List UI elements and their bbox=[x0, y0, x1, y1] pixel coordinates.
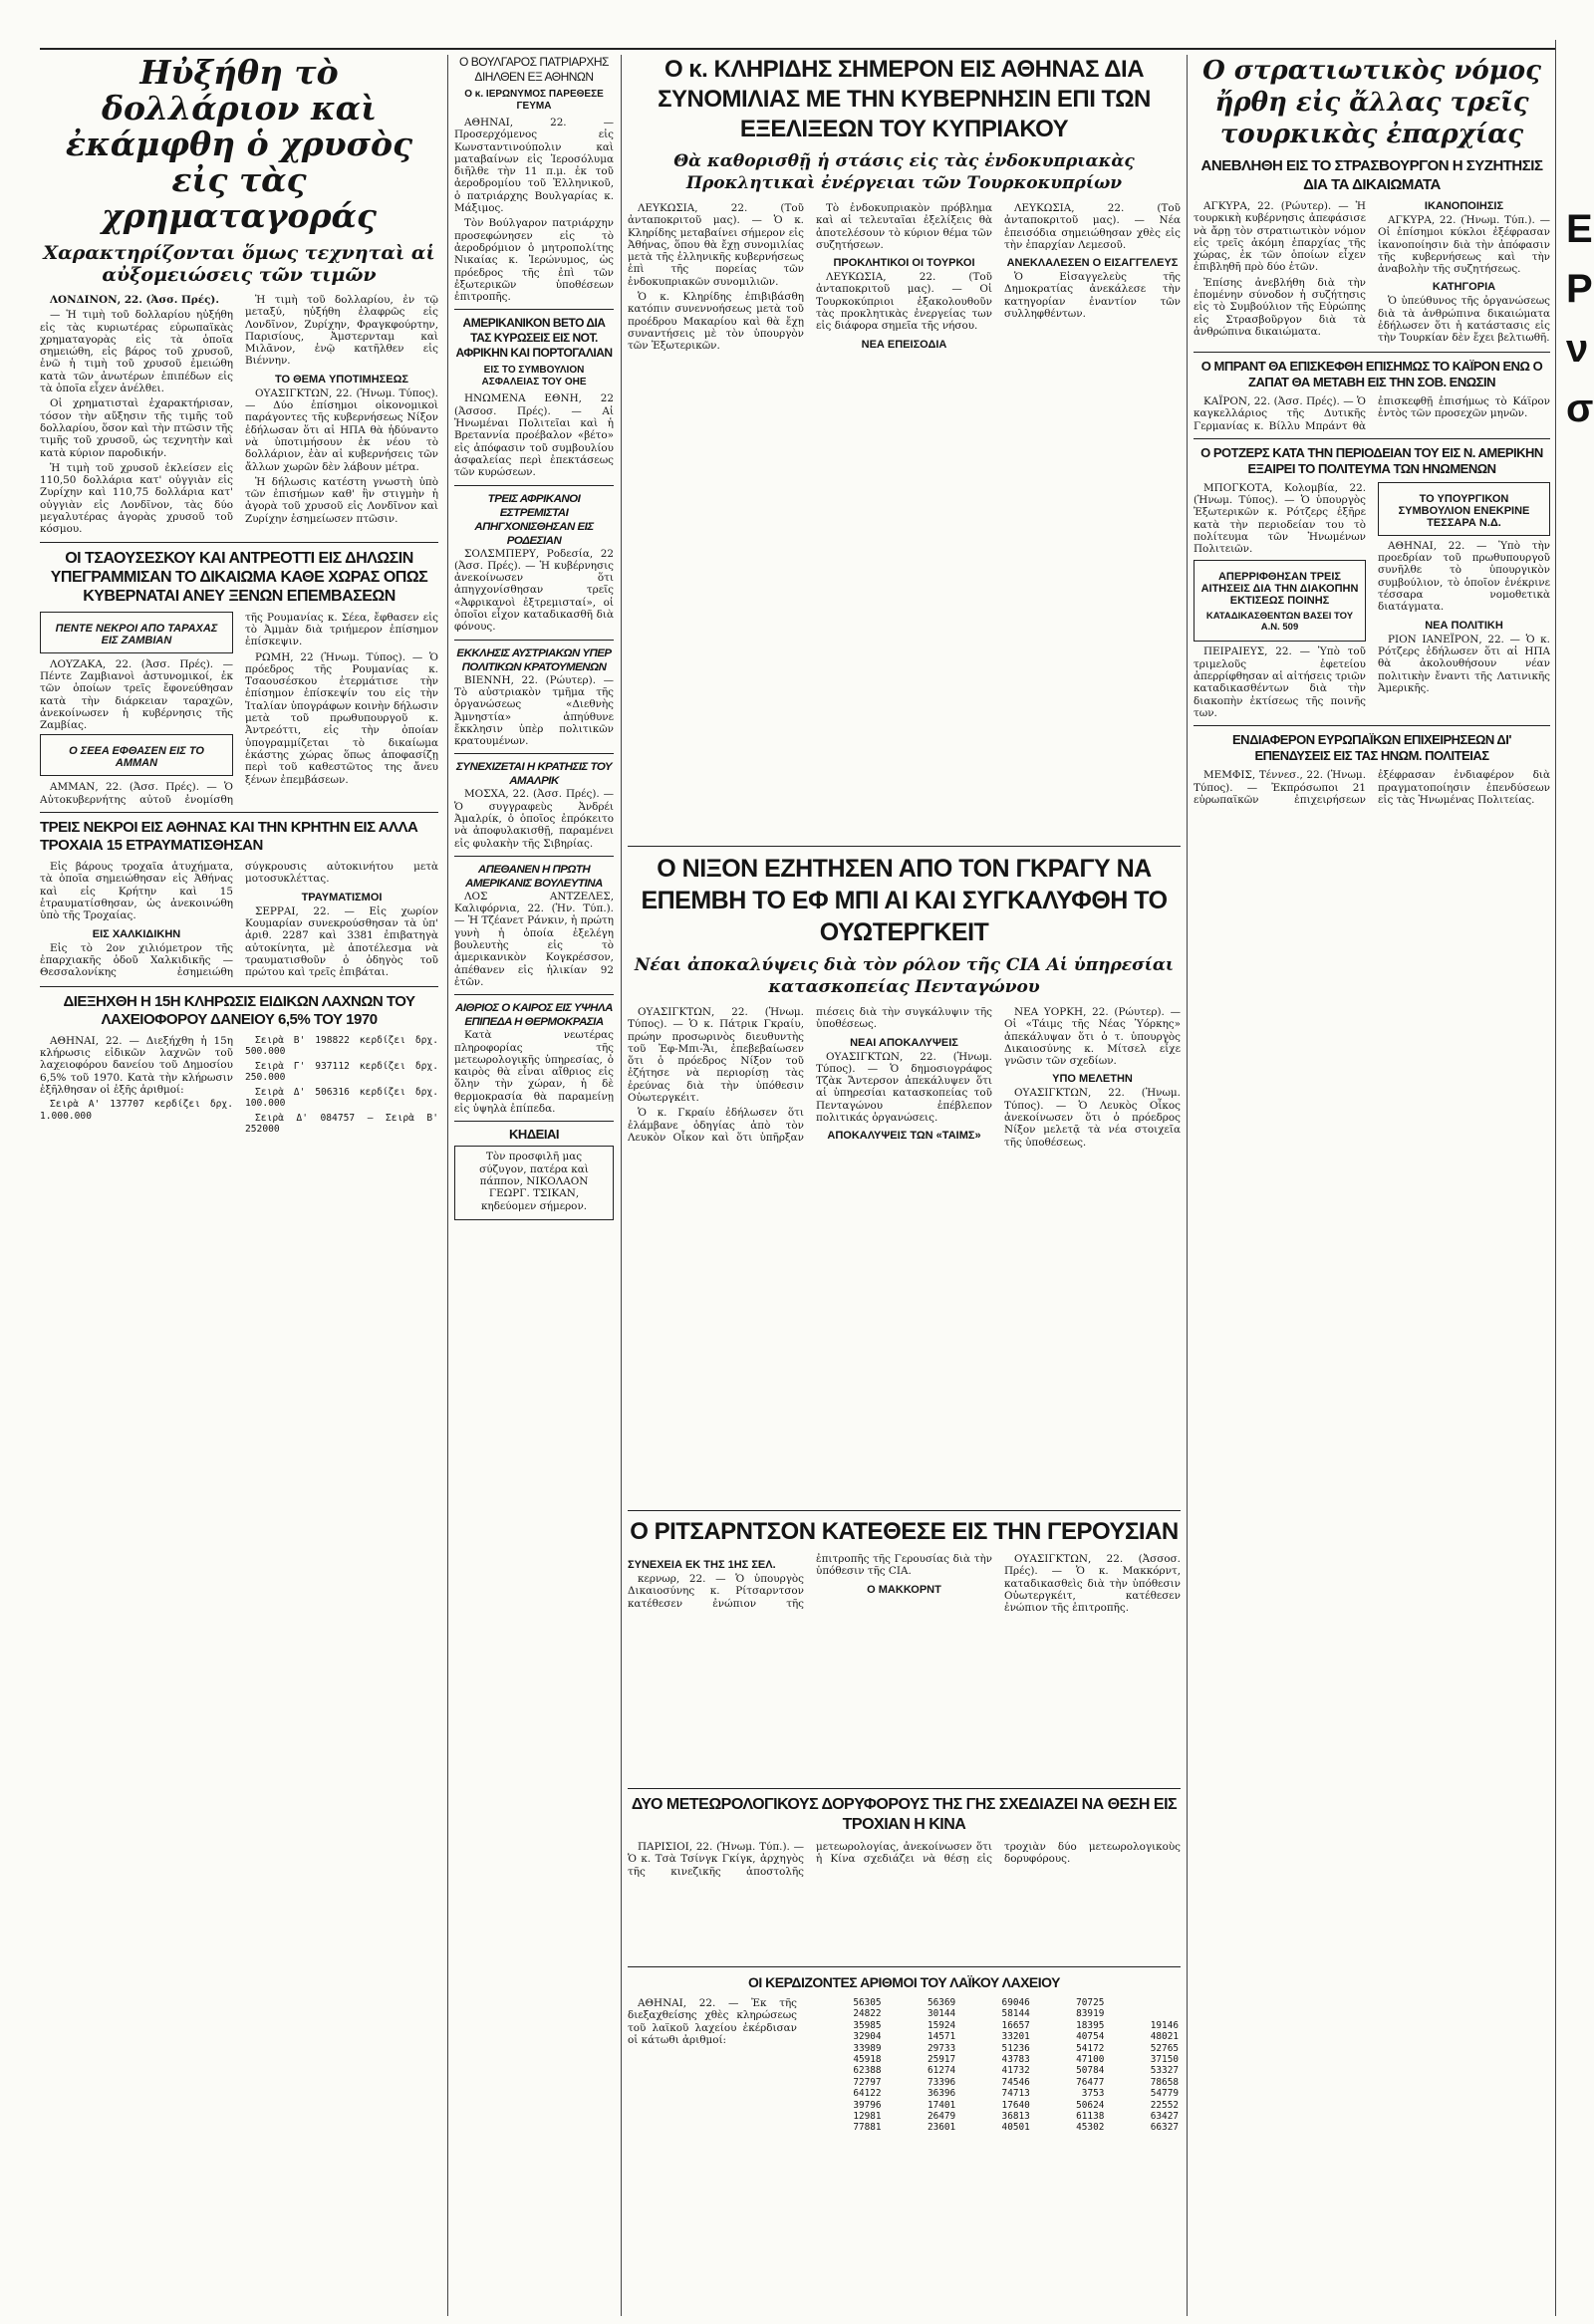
lottery-number: 23601 bbox=[927, 2122, 956, 2134]
column-1 bbox=[40, 55, 438, 2316]
boxed-headline bbox=[40, 734, 233, 776]
lottery-number: 70725 bbox=[1076, 1997, 1105, 2008]
headline-ceausescu: ΟΙ ΤΣΑΟΥΣΕΣΚΟΥ ΚΑΙ ΑΝΤΡΕΟΤΤΙ ΕΙΣ ΔΗΛΩΣΙΝ ΥΠΕΓΡΑΜΜΙΣΑΝ ΤΟ ΔΙΚΑΙΩΜΑ ΚΑΘΕ ΧΩΡΑΣ ΟΠΩΣ ΚΥΒΕΡΝΑΤΑΙ ΑΝΕΥ ΞΕΝΩΝ ΕΠΕΜΒΑΣΕΩΝ bbox=[50, 549, 428, 605]
column-4 bbox=[1194, 55, 1550, 2316]
article-richardson bbox=[628, 1553, 1181, 1782]
section-title: ΕΙΣ ΧΑΛΚΙΔΙΚΗΝ bbox=[92, 927, 181, 940]
column-2 bbox=[454, 55, 614, 2316]
lottery-number: 69046 bbox=[1001, 1997, 1030, 2008]
article-dollar bbox=[40, 294, 438, 536]
dateline: ΛΟΝΔΙΝΟΝ, 22. (Ἀσσ. Πρές). bbox=[50, 294, 219, 306]
lottery-number: 73396 bbox=[927, 2076, 956, 2088]
headline-petitions: ΑΠΕΡΡΙΦΘΗΣΑΝ ΤΡΕΙΣ ΑΙΤΗΣΕΙΣ ΔΙΑ ΤΗΝ ΔΙΑΚΟΠΗΝ ΕΚΤΙΣΕΩΣ ΠΟΙΝΗΣ bbox=[1200, 570, 1359, 607]
paragraph: ΟΥΑΣΙΓΚΤΩΝ, 22. (Ἡνωμ. Τύπος). — Ὁ κ. Πάτρικ Γκραίυ, πρώην προσωρινὸς διευθυντὴς τοῦ Ἐφ-Μπι-Ἄι, ἐπεβεβαίωσεν ὅτι ὁ πρόεδρος Νίξον τοῦ ἐζήτησε νὰ περιορίσῃ τὰς ἐρεύνας διὰ τὴν ὑπόθεσιν Οὐωτεργκέιτ. bbox=[628, 1006, 804, 1105]
lottery-number: 22552 bbox=[1150, 2099, 1179, 2111]
article-lottery bbox=[628, 1997, 1181, 2134]
lottery-table bbox=[809, 1997, 1181, 2134]
headline-lottery: ΟΙ ΚΕΡΔΙΖΟΝΤΕΣ ΑΡΙΘΜΟΙ ΤΟΥ ΛΑΪΚΟΥ ΛΑΧΕΙΟΥ bbox=[747, 1974, 1060, 1990]
column-rule bbox=[447, 55, 448, 2316]
section-title: ΑΠΟΚΑΛΥΨΕΙΣ ΤΩΝ «ΤΑΙΜΣ» bbox=[827, 1130, 981, 1143]
lottery-number: 3753 bbox=[1081, 2088, 1105, 2100]
paragraph: ΛΕΥΚΩΣΙΑ, 22. (Τοῦ ἀνταποκριτοῦ μας). — Ὁ κ. Κληρίδης μεταβαίνει σήμερον εἰς Ἀθήνας, ὅπου θὰ ἔχῃ συνομιλίας μετὰ τῆς ἑλληνικῆς κυβερνήσεως ἐπὶ τῆς πορείας τῶν ἐνδοκυπριακῶν συνομιλιῶν. bbox=[628, 202, 804, 288]
lottery-number: 39796 bbox=[853, 2099, 882, 2111]
lottery-number: 26479 bbox=[927, 2111, 956, 2123]
subhead-clerides: Θὰ καθορισθῇ ἡ στάσις εἰς τὰς ἐνδοκυπριακὰς Προκλητικαὶ ἐνέργειαι τῶν Τουρκοκυπρίων bbox=[673, 151, 1135, 193]
article-brandt bbox=[1194, 395, 1550, 432]
paragraph: ΡΙΟΝ ΙΑΝΕΪΡΟΝ, 22. — Ὁ κ. Ρότζερς ἐδήλωσεν ὅτι αἱ ΗΠΑ θὰ ἀκολουθήσουν νέαν πολιτικὴν ἔναντι τῆς Λατινικῆς Ἀμερικῆς. bbox=[1378, 633, 1550, 694]
headline-weather: ΑΙΘΡΙΟΣ Ο ΚΑΙΡΟΣ ΕΙΣ ΥΨΗΛΑ ΕΠΙΠΕΔΑ Η ΘΕΡΜΟΚΡΑΣΙΑ bbox=[455, 1002, 613, 1029]
paragraph: Ἡ τιμὴ τοῦ χρυσοῦ ἐκλείσεν εἰς 110,50 δολλάρια κατ' οὐγγιὰν εἰς Ζυρίχην καὶ 110,75 δολλάρια κατ' οὐγγιὰν εἰς Λονδῖνον, τὰς δύο μεγαλυτέρας ἀγορὰς χρυσοῦ τοῦ κόσμου. bbox=[40, 461, 233, 536]
paragraph: ΠΑΡΙΣΙΟΙ, 22. (Ἡνωμ. Τύπ.). — Ὁ κ. Τσὰ Τσίνγκ Γκίγκ, ἀρχηγὸς τῆς κινεζικῆς ἀποστολῆς μετεωρολογίας, ἀνεκοίνωσεν ὅτι ἡ Κίνα σχεδιάζει νὰ θέσῃ εἰς τροχιὰν δύο μετεωρολογικοὺς δορυφόρους. bbox=[628, 1841, 1181, 1878]
paragraph: ΑΘΗΝΑΙ, 22. — Ὑπὸ τὴν προεδρίαν τοῦ πρωθυπουργοῦ συνῆλθε τὸ ὑπουργικὸν συμβούλιον, τὸ ὁποῖον ἐνέκρινε τέσσαρα νομοθετικὰ διατάγματα. bbox=[1378, 539, 1550, 614]
lottery-number: 29733 bbox=[927, 2042, 956, 2054]
article-investments bbox=[1194, 769, 1550, 807]
paragraph: Τὸν προσφιλῆ μας σύζυγον, πατέρα καὶ πάππον, ΝΙΚΟΛΑΟΝ ΓΕΩΡΓ. ΤΣΙΚΑΝ, κηδεύομεν σήμερον. bbox=[479, 1151, 589, 1212]
subhead-nixon: Νέαι ἀποκαλύψεις διὰ τὸν ρόλον τῆς CIA Αἱ ὑπηρεσίαι κατασκοπείας Πενταγώνου bbox=[634, 955, 1175, 997]
headline-brandt: Ο ΜΠΡΑΝΤ ΘΑ ΕΠΙΣΚΕΦΘΗ ΕΠΙΣΗΜΩΣ ΤΟ ΚΑΪΡΟΝ ΕΝΩ Ο ΖΑΠΑΤ ΘΑ ΜΕΤΑΒΗ ΕΙΣ ΤΗΝ ΣΟΒ. ΕΝΩΣΙΝ bbox=[1200, 358, 1543, 389]
headline-richardson: Ο ΡΙΤΣΑΡΝΤΣΟΝ ΚΑΤΕΘΕΣΕ ΕΙΣ ΤΗΝ ΓΕΡΟΥΣΙΑΝ bbox=[630, 1518, 1179, 1545]
continued-note: ΣΥΝΕΧΕΙΑ ΕΚ ΤΗΣ 1ΗΣ ΣΕΛ. bbox=[628, 1559, 776, 1571]
paragraph: Ὁ Εἰσαγγελεὺς τῆς Δημοκρατίας ἀνεκάλεσε τὴν κατηγορίαν ἐναντίον τῶν συλληφθέντων. bbox=[1004, 271, 1181, 321]
section-title: ΝΕΑΙ ΑΠΟΚΑΛΥΨΕΙΣ bbox=[850, 1036, 958, 1049]
lottery-number: 64122 bbox=[853, 2088, 882, 2100]
lottery-number: 45302 bbox=[1076, 2122, 1105, 2134]
paragraph: ΑΓΚΥΡΑ, 22. (Ἡνωμ. Τύπ.). — Οἱ ἐπίσημοι κύκλοι ἐξέφρασαν ἱκανοποίησιν διὰ τὴν ἀπόφασιν τῆς κυβερνήσεως καὶ τὴν ἀναβολὴν τῆς συζητήσεως. bbox=[1378, 214, 1550, 276]
boxed-article bbox=[1378, 482, 1550, 536]
column-rule bbox=[1187, 55, 1188, 2316]
headline-amman: Ο ΣΕΕΑ ΕΦΘΑΣΕΝ ΕΙΣ ΤΟ ΑΜΜΑΝ bbox=[69, 745, 204, 770]
paragraph: Ἡ δήλωσις κατέστη γνωστὴ ὑπὸ τῶν ἐπισήμων καθ' ἣν στιγμὴν ἡ ἀγορὰ τοῦ χρυσοῦ εἰς Λονδῖνον καὶ Ζυρίχην ἐσημείωσεν πτῶσιν. bbox=[245, 475, 438, 525]
headline-dollar: Ηὐξήθη τὸ δολλάριον καὶ ἐκάμφθη ὁ χρυσὸς εἰς τὰς χρηματαγοράς bbox=[65, 55, 413, 235]
headline-cabinet: ΤΟ ΥΠΟΥΡΓΙΚΟΝ ΣΥΜΒΟΥΛΙΟΝ ΕΝΕΚΡΙΝΕ ΤΕΣΣΑΡΑ Ν.Δ. bbox=[1398, 492, 1530, 529]
section-title: Ο ΜΑΚΚΟΡΝΤ bbox=[867, 1583, 941, 1596]
section-title: ΤΟ ΘΕΜΑ ΥΠΟΤΙΜΗΣΕΩΣ bbox=[274, 373, 409, 386]
section-title: ΥΠΟ ΜΕΛΕΤΗΝ bbox=[1052, 1073, 1133, 1086]
subhead-dollar: Χαρακτηρίζονται ὅμως τεχνηταὶ αἱ αὐξομειώσεις τῶν τιμῶν bbox=[43, 242, 435, 286]
paragraph: ΗΝΩΜΕΝΑ ΕΘΝΗ, 22 (Ἀσσοσ. Πρές). — Αἱ Ἡνωμέναι Πολιτεῖαι καὶ ἡ Βρεταννία προέβαλον «βέτο» εἰς ἀπόφασιν τοῦ συμβουλίου ἀσφαλείας περὶ ἐπεκτάσεως τῶν κυρώσεων. bbox=[454, 392, 614, 479]
paragraph: ΣΟΛΣΜΠΕΡΥ, Ροδεσία, 22 (Ἀσσ. Πρές). — Ἡ κυβέρνησις ἀνεκοίνωσεν ὅτι ἀπηγχονίσθησαν τρεῖς «Ἀφρικανοὶ ἐξτρεμισταί», οἱ ὁποῖοι εἶχον καταδικασθῆ διὰ φόνους. bbox=[454, 547, 614, 634]
section-title: ΤΡΑΥΜΑΤΙΣΜΟΙ bbox=[301, 891, 383, 904]
paragraph: Ἡ τιμὴ τοῦ δολλαρίου, ἐν τῷ μεταξύ, ηὐξήθη ἐλαφρῶς εἰς Λονδῖνον, Ζυρίχην, Φραγκφούρτην, Παρισίους, Ἀμστερνταμ καὶ Μιλᾶνον, ἐνῷ κατῆλθεν εἰς Βιέννην. bbox=[245, 294, 438, 368]
edge-letters: ΕΡνσ bbox=[1566, 207, 1594, 430]
lottery-number: 36396 bbox=[927, 2088, 956, 2100]
lottery-number: 54779 bbox=[1150, 2088, 1179, 2100]
lottery-number: 45918 bbox=[853, 2054, 882, 2066]
headline-nixon: Ο ΝΙΞΟΝ ΕΖΗΤΗΣΕΝ ΑΠΟ ΤΟΝ ΓΚΡΑΓΥ ΝΑ ΕΠΕΜΒΗ ΤΟ ΕΦ ΜΠΙ ΑΙ ΚΑΙ ΣΥΓΚΑΛΥΦΘΗ ΤΟ ΟΥΩΤΕΡΓΚΕΙΤ bbox=[641, 855, 1168, 946]
lottery-row bbox=[809, 2111, 1181, 2122]
lottery-number: 17640 bbox=[1001, 2099, 1030, 2111]
lottery-row bbox=[809, 2020, 1181, 2031]
paragraph: ΣΕΡΡΑΙ, 22. — Εἰς χωρίον Κουμαρίαν συνεκρούσθησαν τὰ ὑπ' ἀριθ. 2287 καὶ 3381 ἐπιβατηγὰ αὐτοκίνητα, μὲ ἀποτέλεσμα νὰ τραυματισθοῦν ὁ ὁδηγὸς τοῦ πρώτου καὶ τρεῖς ἐπιβάται. bbox=[245, 904, 438, 979]
section-title: ΑΝΕΚΛΑΛΕΣΕΝ Ο ΕΙΣΑΓΓΕΛΕΥΣ bbox=[1006, 257, 1179, 270]
lottery-number: 66327 bbox=[1150, 2122, 1179, 2134]
subhead-veto: ΕΙΣ ΤΟ ΣΥΜΒΟΥΛΙΟΝ ΑΣΦΑΛΕΙΑΣ ΤΟΥ ΟΗΕ bbox=[481, 365, 587, 388]
headline-funerals: ΚΗΔΕΙΑΙ bbox=[509, 1127, 559, 1143]
lottery-number: 61274 bbox=[927, 2065, 956, 2077]
article-nixon bbox=[628, 1006, 1181, 1504]
lottery-number: 63427 bbox=[1150, 2111, 1179, 2123]
headline-turkey: Ο στρατιωτικὸς νόμος ἤρθη εἰς ἄλλας τρεῖς τουρκικὰς ἐπαρχίας bbox=[1202, 56, 1541, 149]
article-turkey bbox=[1194, 200, 1550, 346]
paragraph: Ὁ κ. Γκραίυ ἐδήλωσεν ὅτι ἐλάμβανε ὁδηγίας ἀπὸ τὸν Λευκὸν Οἶκον καὶ ὅτι ὑπῆρξαν πιέσεις διὰ τὴν συγκάλυψιν τῆς ὑποθέσεως. bbox=[628, 1006, 992, 1144]
boxed-headline bbox=[40, 612, 233, 653]
lottery-row bbox=[809, 1997, 1181, 2008]
lottery-number: 41732 bbox=[1001, 2065, 1030, 2077]
lottery-number: 74546 bbox=[1001, 2076, 1030, 2088]
paragraph: ΟΥΑΣΙΓΚΤΩΝ, 22. (Ἡνωμ. Τύπος). — Ὁ δημοσιογράφος Τζὰκ Ἄντερσον ἀπεκάλυψεν ὅτι αἱ ὑπηρεσίαι κατασκοπείας τοῦ Πενταγώνου ἐπέβλεπον πολιτικάς ὀργανώσεις. bbox=[816, 1050, 992, 1125]
paragraph: ΜΟΣΧΑ, 22. (Ἀσσ. Πρές). — Ὁ συγγραφεὺς Ἀνδρέι Ἀμαλρίκ, ὁ ὁποῖος ἐπρόκειτο νὰ ἀποφυλακισθῇ, παραμένει εἰς φυλακὴν τῆς Σιβηρίας. bbox=[454, 788, 614, 850]
lottery-row bbox=[809, 2122, 1181, 2133]
paragraph: ΒΙΕΝΝΗ, 22. (Ρώυτερ). — Τὸ αὐστριακὸν τμῆμα τῆς ὀργανώσεως «Διεθνὴς Ἀμνηστία» ἀπηύθυνε ἔκκλησιν ὑπὲρ πολιτικῶν κρατουμένων. bbox=[454, 673, 614, 748]
paragraph: Οἱ χρηματισταὶ ἐχαρακτήρισαν, τόσον τὴν αὔξησιν τῆς τιμῆς τοῦ δολλαρίου, ὅσον καὶ τὴν πτῶσιν τῆς τιμῆς τοῦ χρυσοῦ, ὡς τεχνητὴν καὶ κατὰ κύριον παροδικήν. bbox=[40, 397, 233, 459]
lottery-row bbox=[809, 2031, 1181, 2042]
paragraph: ΟΥΑΣΙΓΚΤΩΝ, 22. (Ἡνωμ. Τύπος). — Δύο ἐπίσημοι οἰκονομικοὶ παράγοντες τῆς κυβερνήσεως Νίξον ἐδήλωσαν ὅτι αἱ ΗΠΑ θὰ ἠδύναντο νὰ ὑποτιμήσουν ἐκ νέου τὸ δολλάριον, ἐὰν αἱ κυβερνήσεις τῶν ἄλλων χωρῶν δὲν λάβουν μέτρα. bbox=[245, 387, 438, 473]
subhead-patriarch: Ο κ. ΙΕΡΩΝΥΜΟΣ ΠΑΡΕΘΕΣΕ ΓΕΥΜΑ bbox=[464, 89, 604, 112]
paragraph: ΛΟΥΖΑΚΑ, 22. (Ἀσσ. Πρές). — Πέντε Ζαμβιανοὶ ἀστυνομικοί, ἐκ τῶν ὁποίων τρεῖς ἔφονεύθησαν κατὰ τὴν διάρκειαν ταραχῶν, ἀνεκοίνωσεν ἡ κυβέρνησις τῆς Ζαμβίας. bbox=[40, 657, 233, 732]
prize-line: Σειρὰ Δ' 506316 κερδίζει δρχ. 100.000 bbox=[245, 1086, 438, 1110]
paragraph: ΛΕΥΚΩΣΙΑ, 22. (Τοῦ ἀνταποκριτοῦ μας). — Νέα ἐπεισόδια σημειώθησαν χθὲς εἰς τὴν ἐπαρχίαν Λεμεσοῦ. bbox=[1004, 202, 1181, 251]
paragraph: ΝΕΑ ΥΟΡΚΗ, 22. (Ρώυτερ). — Οἱ «Τάιμς τῆς Νέας Ὑόρκης» ἀπεκάλυψαν ὅτι ὁ τ. ὑπουργὸς Δικαιοσύνης κ. Μίτσελ εἶχε γνῶσιν τῶν σχεδίων. bbox=[1004, 1006, 1181, 1068]
paragraph: Ὁ κ. Κληρίδης ἐπιβιβάσθη κατόπιν συνεννοήσεως μετὰ τοῦ προέδρου Μακαρίου καὶ θὰ ἔχῃ συναντήσεις μὲ τὸν ὑπουργὸν τῶν Ἐξωτερικῶν. bbox=[628, 291, 804, 353]
adjacent-page-edge bbox=[1560, 0, 1594, 2324]
article-china-satellites bbox=[628, 1841, 1181, 1960]
article-accidents bbox=[40, 861, 438, 980]
section-title: ΝΕΑ ΠΟΛΙΤΙΚΗ bbox=[1425, 619, 1503, 632]
lottery-row bbox=[809, 2065, 1181, 2076]
lottery-number: 76477 bbox=[1076, 2076, 1105, 2088]
column-3 bbox=[628, 55, 1181, 2316]
lottery-number: 54172 bbox=[1076, 2042, 1105, 2054]
headline-amalrik: ΣΥΝΕΧΙΖΕΤΑΙ Η ΚΡΑΤΗΣΙΣ ΤΟΥ ΑΜΑΛΡΙΚ bbox=[455, 761, 612, 788]
lottery-row bbox=[809, 2054, 1181, 2065]
lottery-row bbox=[809, 2088, 1181, 2099]
paragraph: — Ἡ τιμὴ τοῦ δολλαρίου ηὐξήθη εἰς τὰς κυριωτέρας εὐρωπαϊκὰς χρηματαγορὰς εἰς τὰ ὁποῖα σημειώθη, εἰς βάρος τοῦ χρυσοῦ, ἐνῶ ἡ τιμὴ τοῦ χρυσοῦ ἐμειώθη κατὰ τῶν ἀνωτέρων ἐπιπέδων εἰς τὰ ὁποῖα εἶχεν ἀνέλθει. bbox=[40, 309, 233, 395]
prize-line: Σειρὰ Β' 198822 κερδίζει δρχ. 500.000 bbox=[245, 1034, 438, 1058]
section-title: ΙΚΑΝΟΠΟΙΗΣΙΣ bbox=[1424, 200, 1504, 212]
column-rule bbox=[621, 55, 622, 2316]
lottery-number: 52765 bbox=[1150, 2042, 1179, 2054]
lottery-number: 72797 bbox=[853, 2076, 882, 2088]
subhead-petitions: ΚΑΤΑΔΙΚΑΣΘΕΝΤΩΝ ΒΑΣΕΙ ΤΟΥ Α.Ν. 509 bbox=[1205, 610, 1354, 634]
lottery-number: 51236 bbox=[1001, 2042, 1030, 2054]
column-rule bbox=[1555, 40, 1556, 2316]
headline-austria: ΕΚΚΛΗΣΙΣ ΑΥΣΤΡΙΑΚΩΝ ΥΠΕΡ ΠΟΛΙΤΙΚΩΝ ΚΡΑΤΟΥΜΕΝΩΝ bbox=[456, 646, 612, 673]
lottery-number: 24822 bbox=[853, 2008, 882, 2020]
lottery-row bbox=[809, 2100, 1181, 2111]
section-title: ΠΡΟΚΛΗΤΙΚΟΙ ΟΙ ΤΟΥΡΚΟΙ bbox=[833, 257, 975, 270]
paragraph: κερνωρ, 22. — Ὁ ὑπουργὸς Δικαιοσύνης κ. Ρίτσαρντσον κατέθεσεν ἐνώπιον τῆς ἐπιτροπῆς τῆς Γερουσίας διὰ τὴν ὑπόθεσιν τῆς CIA. bbox=[628, 1553, 992, 1610]
paragraph: ΛΟΣ ΑΝΤΖΕΛΕΣ, Καλιφόρνια, 22. (Ἡν. Τύπ.). — Ἡ Τζέανετ Ράνκιν, ἡ πρώτη γυνὴ ἡ ὁποία ἐξελέγη βουλευτὴς εἰς τὸ ἀμερικανικὸν Κογκρέσσον, ἀπέθανεν εἰς ἡλικίαν 92 ἐτῶν. bbox=[454, 890, 614, 988]
paragraph: ΛΕΥΚΩΣΙΑ, 22. (Τοῦ ἀνταποκριτοῦ μας). — Οἱ Τουρκοκύπριοι ἐξακολουθοῦν τὰς προκλητικὰς ἐνεργείας των εἰς διάφορα σημεῖα τῆς νήσου. bbox=[816, 271, 992, 333]
prize-line: Σειρὰ Α' 137707 κερδίζει δρχ. 1.000.000 bbox=[40, 1099, 233, 1122]
lottery-number: 50624 bbox=[1076, 2099, 1105, 2111]
lottery-number: 43783 bbox=[1001, 2054, 1030, 2066]
lottery-number: 40501 bbox=[1001, 2122, 1030, 2134]
paragraph: ΑΘΗΝΑΙ, 22. — Διεξήχθη ἡ 15η κλήρωσις εἰδικῶν λαχνῶν τοῦ λαχειοφόρου δανείου τοῦ Δημοσίου 6,5% τοῦ 1970. Κατὰ τὴν κλήρωσιν ἐξῆλθησαν οἱ ἑξῆς ἀριθμοί: bbox=[40, 1034, 233, 1097]
paragraph: ΠΕΙΡΑΙΕΥΣ, 22. — Ὑπὸ τοῦ τριμελοῦς ἐφετείου ἀπερρίφθησαν αἱ αἰτήσεις τριῶν καταδικασθέντων διὰ τὴν διακοπὴν ἐκτίσεως τῆς ποινῆς των. bbox=[1194, 646, 1366, 719]
boxed-article bbox=[1194, 560, 1366, 643]
headline-investments: ΕΝΔΙΑΦΕΡΟΝ ΕΥΡΩΠΑΪΚΩΝ ΕΠΙΧΕΙΡΗΣΕΩΝ ΔΙ' ΕΠΕΝΔΥΣΕΙΣ ΕΙΣ ΤΑΣ ΗΝΩΜ. ΠΟΛΙΤΕΙΑΣ bbox=[1232, 732, 1511, 764]
top-rule bbox=[40, 48, 1555, 50]
lottery-number: 30144 bbox=[927, 2008, 956, 2020]
lottery-number: 16657 bbox=[1001, 2019, 1030, 2031]
headline-rhodesia: ΤΡΕΙΣ ΑΦΡΙΚΑΝΟΙ ΕΣΤΡΕΜΙΣΤΑΙ ΑΠΗΓΧΟΝΙΣΘΗΣΑΝ ΕΙΣ ΡΟΔΕΣΙΑΝ bbox=[474, 492, 594, 547]
lottery-number: 62388 bbox=[853, 2065, 882, 2077]
lottery-number: 77881 bbox=[853, 2122, 882, 2134]
headline-accidents: ΤΡΕΙΣ ΝΕΚΡΟΙ ΕΙΣ ΑΘΗΝΑΣ ΚΑΙ ΤΗΝ ΚΡΗΤΗΝ ΕΙΣ ΑΛΛΑ ΤΡΟΧΑΙΑ 15 ΕΤΡΑΥΜΑΤΙΣΘΗΣΑΝ bbox=[40, 819, 418, 855]
lottery-number: 33201 bbox=[1001, 2031, 1030, 2043]
paragraph: Εἰς τὸ 2ον χιλιόμετρον τῆς ἐπαρχιακῆς ὁδοῦ Χαλκιδικῆς — Θεσσαλονίκης ἐσημειώθη σύγκρουσις αὐτοκινήτου μετὰ μοτοσυκλέττας. bbox=[40, 861, 438, 979]
paragraph: ΡΩΜΗ, 22 (Ἡνωμ. Τύπος). — Ὁ πρόεδρος τῆς Ρουμανίας κ. Τσαουσέσκου ἐτερμάτισε τὴν ἐπίσημον ἐπίσκεψίν του εἰς τὴν Ἰταλίαν ὑπογράφων κοινὴν δήλωσιν μετὰ τοῦ πρωθυπουργοῦ κ. Ἀντρεόττι, εἰς τὴν ὁποίαν ὑπογραμμίζεται τὸ δικαίωμα ἑκάστης χώρας ὅπως ἀποφασίζῃ περὶ τοῦ καθεστῶτος της ἄνευ ξένων ἐπεμβάσεων. bbox=[245, 650, 438, 786]
lottery-number: 19146 bbox=[1150, 2019, 1179, 2031]
lottery-number: 25917 bbox=[927, 2054, 956, 2066]
paragraph: Τὸν Βούλγαρον πατριάρχην προσεφώνησεν εἰς τὸ ἀεροδρόμιον ὁ μητροπολίτης Νικαίας κ. Ἱερώνυμος, ὡς πρόεδρος τῆς ἐπὶ τῶν ἐξωτερικῶν ὑποθέσεων ἐπιτροπῆς. bbox=[454, 217, 614, 304]
lottery-number: 32904 bbox=[853, 2031, 882, 2043]
lottery-row bbox=[809, 2077, 1181, 2088]
lottery-number: 83919 bbox=[1076, 2008, 1105, 2020]
headline-clerides: Ο κ. ΚΛΗΡΙΔΗΣ ΣΗΜΕΡΟΝ ΕΙΣ ΑΘΗΝΑΣ ΔΙΑ ΣΥΝΟΜΙΛΙΑΣ ΜΕ ΤΗΝ ΚΥΒΕΡΝΗΣΙΝ ΕΠΙ ΤΩΝ ΕΞΕΛΙΞΕΩΝ ΤΟΥ ΚΥΠΡΙΑΚΟΥ bbox=[658, 56, 1151, 142]
lottery-number: 56305 bbox=[853, 1997, 882, 2008]
headline-rogers: Ο ΡΟΤΖΕΡΣ ΚΑΤΑ ΤΗΝ ΠΕΡΙΟΔΕΙΑΝ ΤΟΥ ΕΙΣ Ν. ΑΜΕΡΙΚΗΝ ΕΞΑΙΡΕΙ ΤΟ ΠΟΛΙΤΕΥΜΑ ΤΩΝ ΗΝΩΜΕΝΩΝ bbox=[1200, 444, 1543, 476]
paragraph: ΟΥΑΣΙΓΚΤΩΝ, 22. (Ἀσσοσ. Πρές). — Ὁ κ. Μακκόρντ, καταδικασθεὶς διὰ τὴν ὑπόθεσιν Οὐωτεργκέιτ, κατέθεσεν ἐνώπιον τῆς ἐπιτροπῆς. bbox=[1004, 1553, 1181, 1615]
paragraph: Κατὰ νεωτέρας πληροφορίας τῆς μετεωρολογικῆς ὑπηρεσίας, ὁ καιρὸς θὰ εἶναι αἴθριος εἰς ὅλην τὴν χώραν, ἡ δὲ θερμοκρασία θὰ παραμείνῃ εἰς ὑψηλὰ ἐπίπεδα. bbox=[454, 1029, 614, 1116]
prize-line: Σειρὰ Δ' 084757 — Σειρὰ Β' 252000 bbox=[245, 1112, 438, 1136]
lottery-row bbox=[809, 2043, 1181, 2054]
paragraph: Τὸ ἐνδοκυπριακὸν πρόβλημα καὶ αἱ τελευταῖαι ἐξελίξεις θὰ ἀποτελέσουν τὸ κύριον θέμα τῶν συζητήσεων. bbox=[816, 202, 992, 251]
paragraph: ΑΜΜΑΝ, 22. (Ἀσσ. Πρές). — Ὁ Αὐτοκυβερνήτης αὐτοῦ ἐνομίσθη τῆς Ρουμανίας κ. Σέεα, ἔφθασεν εἰς τὸ Ἀμμὰν διὰ τριήμερον ἐπίσημον ἐπίσκεψιν. bbox=[40, 611, 438, 806]
lottery-number: 74713 bbox=[1001, 2088, 1030, 2100]
paragraph: ΑΘΗΝΑΙ, 22. — Προσερχόμενος εἰς Κωνσταντινούπολιν καὶ ματαβαίνων εἰς Ἱεροσόλυμα διῆλθε τὴν 11 π.μ. ἐκ τοῦ ἀεροδρομίου τοῦ Ἑλληνικοῦ, ὁ πατριάρχης Βουλγαρίας κ. Μάξιμος. bbox=[454, 117, 614, 215]
lottery-number: 78658 bbox=[1150, 2076, 1179, 2088]
headline-rankin: ΑΠΕΘΑΝΕΝ Η ΠΡΩΤΗ ΑΜΕΡΙΚΑΝΙΣ ΒΟΥΛΕΥΤΙΝΑ bbox=[465, 863, 603, 890]
lottery-number: 40754 bbox=[1076, 2031, 1105, 2043]
lottery-number: 17401 bbox=[927, 2099, 956, 2111]
headline-patriarch: Ο ΒΟΥΛΓΑΡΟΣ ΠΑΤΡΙΑΡΧΗΣ ΔΙΗΛΘΕΝ ΕΞ ΑΘΗΝΩΝ bbox=[459, 55, 609, 84]
paragraph: ΟΥΑΣΙΓΚΤΩΝ, 22. (Ἡνωμ. Τύπος). — Ὁ Λευκὸς Οἶκος ἀνεκοίνωσεν ὅτι ὁ πρόεδρος Νίξον μελετᾷ τὰ νέα στοιχεῖα τῆς ὑποθέσεως. bbox=[1004, 1087, 1181, 1149]
lottery-number: 14571 bbox=[927, 2031, 956, 2043]
lottery-number: 35985 bbox=[853, 2019, 882, 2031]
lottery-number: 48021 bbox=[1150, 2031, 1179, 2043]
lottery-number: 47100 bbox=[1076, 2054, 1105, 2066]
article-rogers bbox=[1194, 482, 1550, 719]
paragraph: ΜΠΟΓΚΟΤΑ, Κολομβία, 22. (Ἡνωμ. Τύπος). — Ὁ ὑπουργὸς Ἐξωτερικῶν κ. Ρότζερς ἐξῆρε κατὰ τὴν περιοδείαν του τὸ πολίτευμα τῶν Ἡνωμένων Πολιτειῶν. bbox=[1194, 481, 1366, 556]
lottery-number: 58144 bbox=[1001, 2008, 1030, 2020]
headline-loan-draw: ΔΙΕΞΗΧΘΗ Η 15Η ΚΛΗΡΩΣΙΣ ΕΙΔΙΚΩΝ ΛΑΧΝΩΝ ΤΟΥ ΛΑΧΕΙΟΦΟΡΟΥ ΔΑΝΕΙΟΥ 6,5% ΤΟΥ 1970 bbox=[63, 992, 415, 1028]
lottery-number: 36813 bbox=[1001, 2111, 1030, 2123]
paragraph: ΑΓΚΥΡΑ, 22. (Ρώυτερ). — Ἡ τουρκικὴ κυβέρνησις ἀπεφάσισε νὰ ἄρῃ τὸν στρατιωτικὸν νόμον εἰς τρεῖς ἀκόμη ἐπαρχίας τῆς χώρας, ἐκ τῶν ὁποίων εἶχεν ἐπιβληθῆ πρὸ δύο ἐτῶν. bbox=[1194, 200, 1366, 274]
lottery-number: 37150 bbox=[1150, 2054, 1179, 2066]
paragraph: ΑΘΗΝΑΙ, 22. — Ἐκ τῆς διεξαχθείσης χθὲς κληρώσεως τοῦ λαϊκοῦ λαχείου ἐκέρδισαν οἱ κάτωθι ἀριθμοί: bbox=[628, 1997, 797, 2046]
headline-veto: ΑΜΕΡΙΚΑΝΙΚΟΝ ΒΕΤΟ ΔΙΑ ΤΑΣ ΚΥΡΩΣΕΙΣ ΕΙΣ ΝΟΤ. ΑΦΡΙΚΗΝ ΚΑΙ ΠΟΡΤΟΓΑΛΙΑΝ bbox=[455, 316, 613, 361]
lottery-number: 61138 bbox=[1076, 2111, 1105, 2123]
paragraph: Εἰς βάρους τροχαῖα ἀτυχήματα, τὰ ὁποῖα σημειώθησαν εἰς Ἀθήνας καὶ εἰς Κρήτην καὶ 15 ἐτραυματίσθησαν, ὡς ἀνεκοινώθη ὑπὸ τῆς Τροχαίας. bbox=[40, 861, 233, 922]
lottery-number: 12981 bbox=[853, 2111, 882, 2123]
lottery-row bbox=[809, 2008, 1181, 2019]
lottery-number: 33989 bbox=[853, 2042, 882, 2054]
article-loan-draw bbox=[40, 1035, 438, 1136]
headline-china-satellites: ΔΥΟ ΜΕΤΕΩΡΟΛΟΓΙΚΟΥΣ ΔΟΡΥΦΟΡΟΥΣ ΤΗΣ ΓΗΣ ΣΧΕΔΙΑΖΕΙ ΝΑ ΘΕΣΗ ΕΙΣ ΤΡΟΧΙΑΝ Η ΚΙΝΑ bbox=[631, 1796, 1178, 1833]
article-ceausescu bbox=[40, 612, 438, 806]
paragraph: Ἐπίσης ἀνεβλήθη διὰ τὴν ἐπομένην σύνοδον ἡ συζήτησις εἰς τὸ Συμβούλιον τῆς Εὐρώπης εἰς Στρασβοῦργον διὰ τὰ ἀνθρώπινα δικαιώματα. bbox=[1194, 276, 1366, 338]
lottery-number: 50784 bbox=[1076, 2065, 1105, 2077]
funeral-notice bbox=[454, 1146, 614, 1219]
lottery-number: 18395 bbox=[1076, 2019, 1105, 2031]
paragraph: ΜΕΜΦΙΣ, Τέννεσ., 22. (Ἡνωμ. Τύπος). — Ἐκπρόσωποι 21 εὐρωπαϊκῶν ἐπιχειρήσεων ἐξέφρασαν ἐνδιαφέρον διὰ πραγματοποίησιν ἐπενδύσεων εἰς τὰς Ἡνωμένας Πολιτείας. bbox=[1194, 769, 1550, 806]
headline-zambia: ΠΕΝΤΕ ΝΕΚΡΟΙ ΑΠΟ ΤΑΡΑΧΑΣ ΕΙΣ ΖΑΜΒΙΑΝ bbox=[55, 622, 218, 646]
lottery-number: 53327 bbox=[1150, 2065, 1179, 2077]
paragraph: Ὁ ὑπεύθυνος τῆς ὀργανώσεως διὰ τὰ ἀνθρώπινα δικαιώματα ἐδήλωσεν ὅτι ἡ κατάστασις εἰς τὴν Τουρκίαν δὲν ἔχει βελτιωθῆ. bbox=[1378, 295, 1550, 345]
section-title: ΚΑΤΗΓΟΡΙΑ bbox=[1432, 281, 1496, 294]
prize-line: Σειρὰ Γ' 937112 κερδίζει δρχ. 250.000 bbox=[245, 1060, 438, 1084]
article-clerides bbox=[628, 202, 1181, 840]
paragraph: ΚΑΪΡΟΝ, 22. (Ἀσσ. Πρές). — Ὁ καγκελλάριος τῆς Δυτικῆς Γερμανίας κ. Βίλλυ Μπράντ θὰ ἐπισκεφθῇ ἐπισήμως τὸ Κάϊρον ἐντὸς τῶν προσεχῶν μηνῶν. bbox=[1194, 394, 1550, 432]
section-title: ΝΕΑ ΕΠΕΙΣΟΔΙΑ bbox=[861, 338, 947, 351]
subhead-turkey: ΑΝΕΒΛΗΘΗ ΕΙΣ ΤΟ ΣΤΡΑΣΒΟΥΡΓΟΝ Η ΣΥΖΗΤΗΣΙΣ ΔΙΑ ΤΑ ΔΙΚΑΙΩΜΑΤΑ bbox=[1200, 157, 1543, 193]
lottery-number: 56369 bbox=[927, 1997, 956, 2008]
lottery-number: 15924 bbox=[927, 2019, 956, 2031]
